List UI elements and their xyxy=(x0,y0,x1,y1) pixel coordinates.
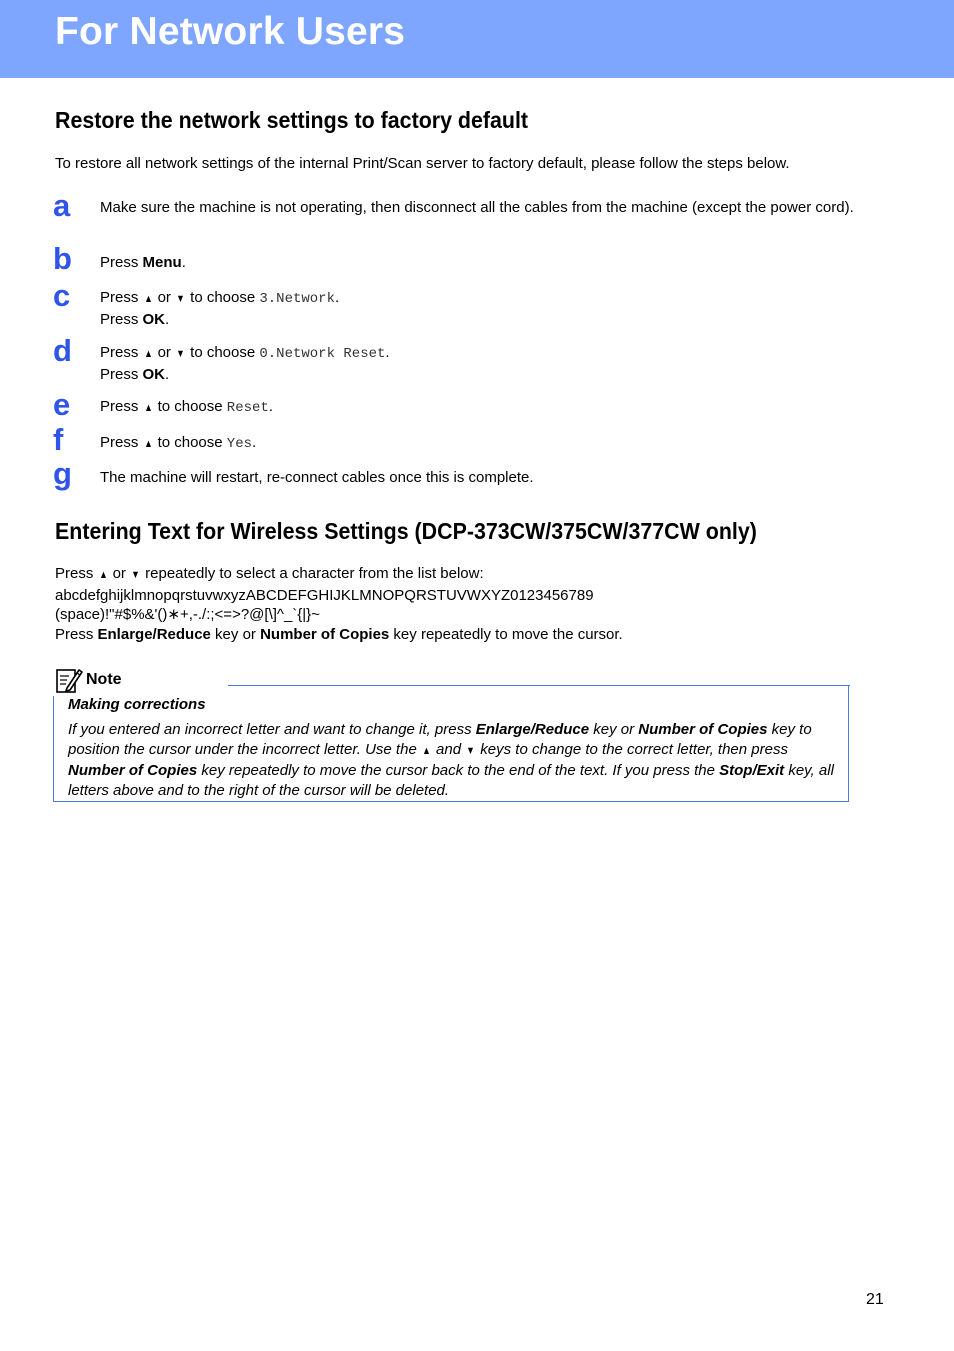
intro-paragraph: To restore all network settings of the internal Print/Scan server to factory default, please follow the steps below. xyxy=(55,155,790,172)
note-body: If you entered an incorrect letter and want to change it, press Enlarge/Reduce key or Number of Copies key to position the cursor under the incorrect letter. Use the ▲ and ▼ keys to change to the correct letter, then press Number of Copies key repeatedly to move the cursor back to the end of the text. If you press the Stop/Exit key, all letters above and to the right of the cursor will be deleted. xyxy=(68,721,834,799)
up-arrow-icon: ▲ xyxy=(143,438,153,450)
note-pencil-icon xyxy=(55,666,83,694)
section-heading-entering-text: Entering Text for Wireless Settings (DCP-373CW/375CW/377CW only) xyxy=(55,518,757,544)
key-ok: OK xyxy=(142,310,166,328)
character-list-symbols: (space)!"#$%&'()∗+,-./:;<=>?@[\]^_`{|}~ xyxy=(55,606,320,623)
key-ok: OK xyxy=(142,365,166,383)
key-menu: Menu xyxy=(142,254,182,271)
step-letter-f: f xyxy=(53,422,64,457)
up-arrow-icon: ▲ xyxy=(143,402,153,414)
step-letter-c: c xyxy=(53,278,71,313)
up-arrow-icon: ▲ xyxy=(422,744,431,757)
step-letter-g: g xyxy=(53,456,72,491)
step-letter-d: d xyxy=(53,333,72,368)
note-divider xyxy=(228,685,850,686)
section-heading-restore: Restore the network settings to factory default xyxy=(55,107,529,133)
step-text-c: Press ▲ or ▼ to choose 3.Network. Press OK. xyxy=(100,289,340,328)
note-title: Making corrections xyxy=(68,696,206,713)
down-arrow-icon: ▼ xyxy=(466,744,476,757)
up-arrow-icon: ▲ xyxy=(143,293,153,305)
step-text-a: Make sure the machine is not operating, then disconnect all the cables from the machine (except the power cord). xyxy=(100,199,854,216)
step-letter-e: e xyxy=(53,387,71,422)
key-number-of-copies: Number of Copies xyxy=(260,625,390,643)
step-text-d: Press ▲ or ▼ to choose 0.Network Reset. Press OK. xyxy=(100,344,390,383)
note-header xyxy=(53,666,223,696)
key-enlarge-reduce: Enlarge/Reduce xyxy=(97,625,211,643)
down-arrow-icon: ▼ xyxy=(176,293,185,305)
step-text-f: Press ▲ to choose Yes. xyxy=(100,433,860,455)
down-arrow-icon: ▼ xyxy=(131,569,140,581)
down-arrow-icon: ▼ xyxy=(176,348,185,360)
step-text-g: The machine will restart, re-connect cables once this is complete. xyxy=(100,469,534,486)
step-text-b: Press Menu. xyxy=(100,254,186,271)
character-list-letters: abcdefghijklmnopqrstuvwxyzABCDEFGHIJKLMNOPQRSTUVWXYZ0123456789 xyxy=(55,586,594,604)
page-number: 21 xyxy=(866,1291,884,1308)
step-letter-b: b xyxy=(53,241,72,276)
header-banner xyxy=(0,0,954,78)
step-letter-a: a xyxy=(53,188,71,223)
text-entry-instructions: Press ▲ or ▼ repeatedly to select a character from the list below: abcdefghijklmnopqrstuvwxyzABCDEFGHIJKLMNOPQRSTUVWXYZ0123456789 (space)!"#$%&'()∗+,-./:;<=>?@[\]^_`{|}~ Press Enlarge/Reduce key or Number of Copies key repeatedly to move the cursor. xyxy=(55,565,623,643)
page-title: For Network Users xyxy=(55,10,406,53)
step-text-e: Press ▲ to choose Reset. xyxy=(100,397,860,419)
up-arrow-icon: ▲ xyxy=(98,569,108,581)
up-arrow-icon: ▲ xyxy=(143,348,153,360)
note-label: Note xyxy=(86,671,122,688)
